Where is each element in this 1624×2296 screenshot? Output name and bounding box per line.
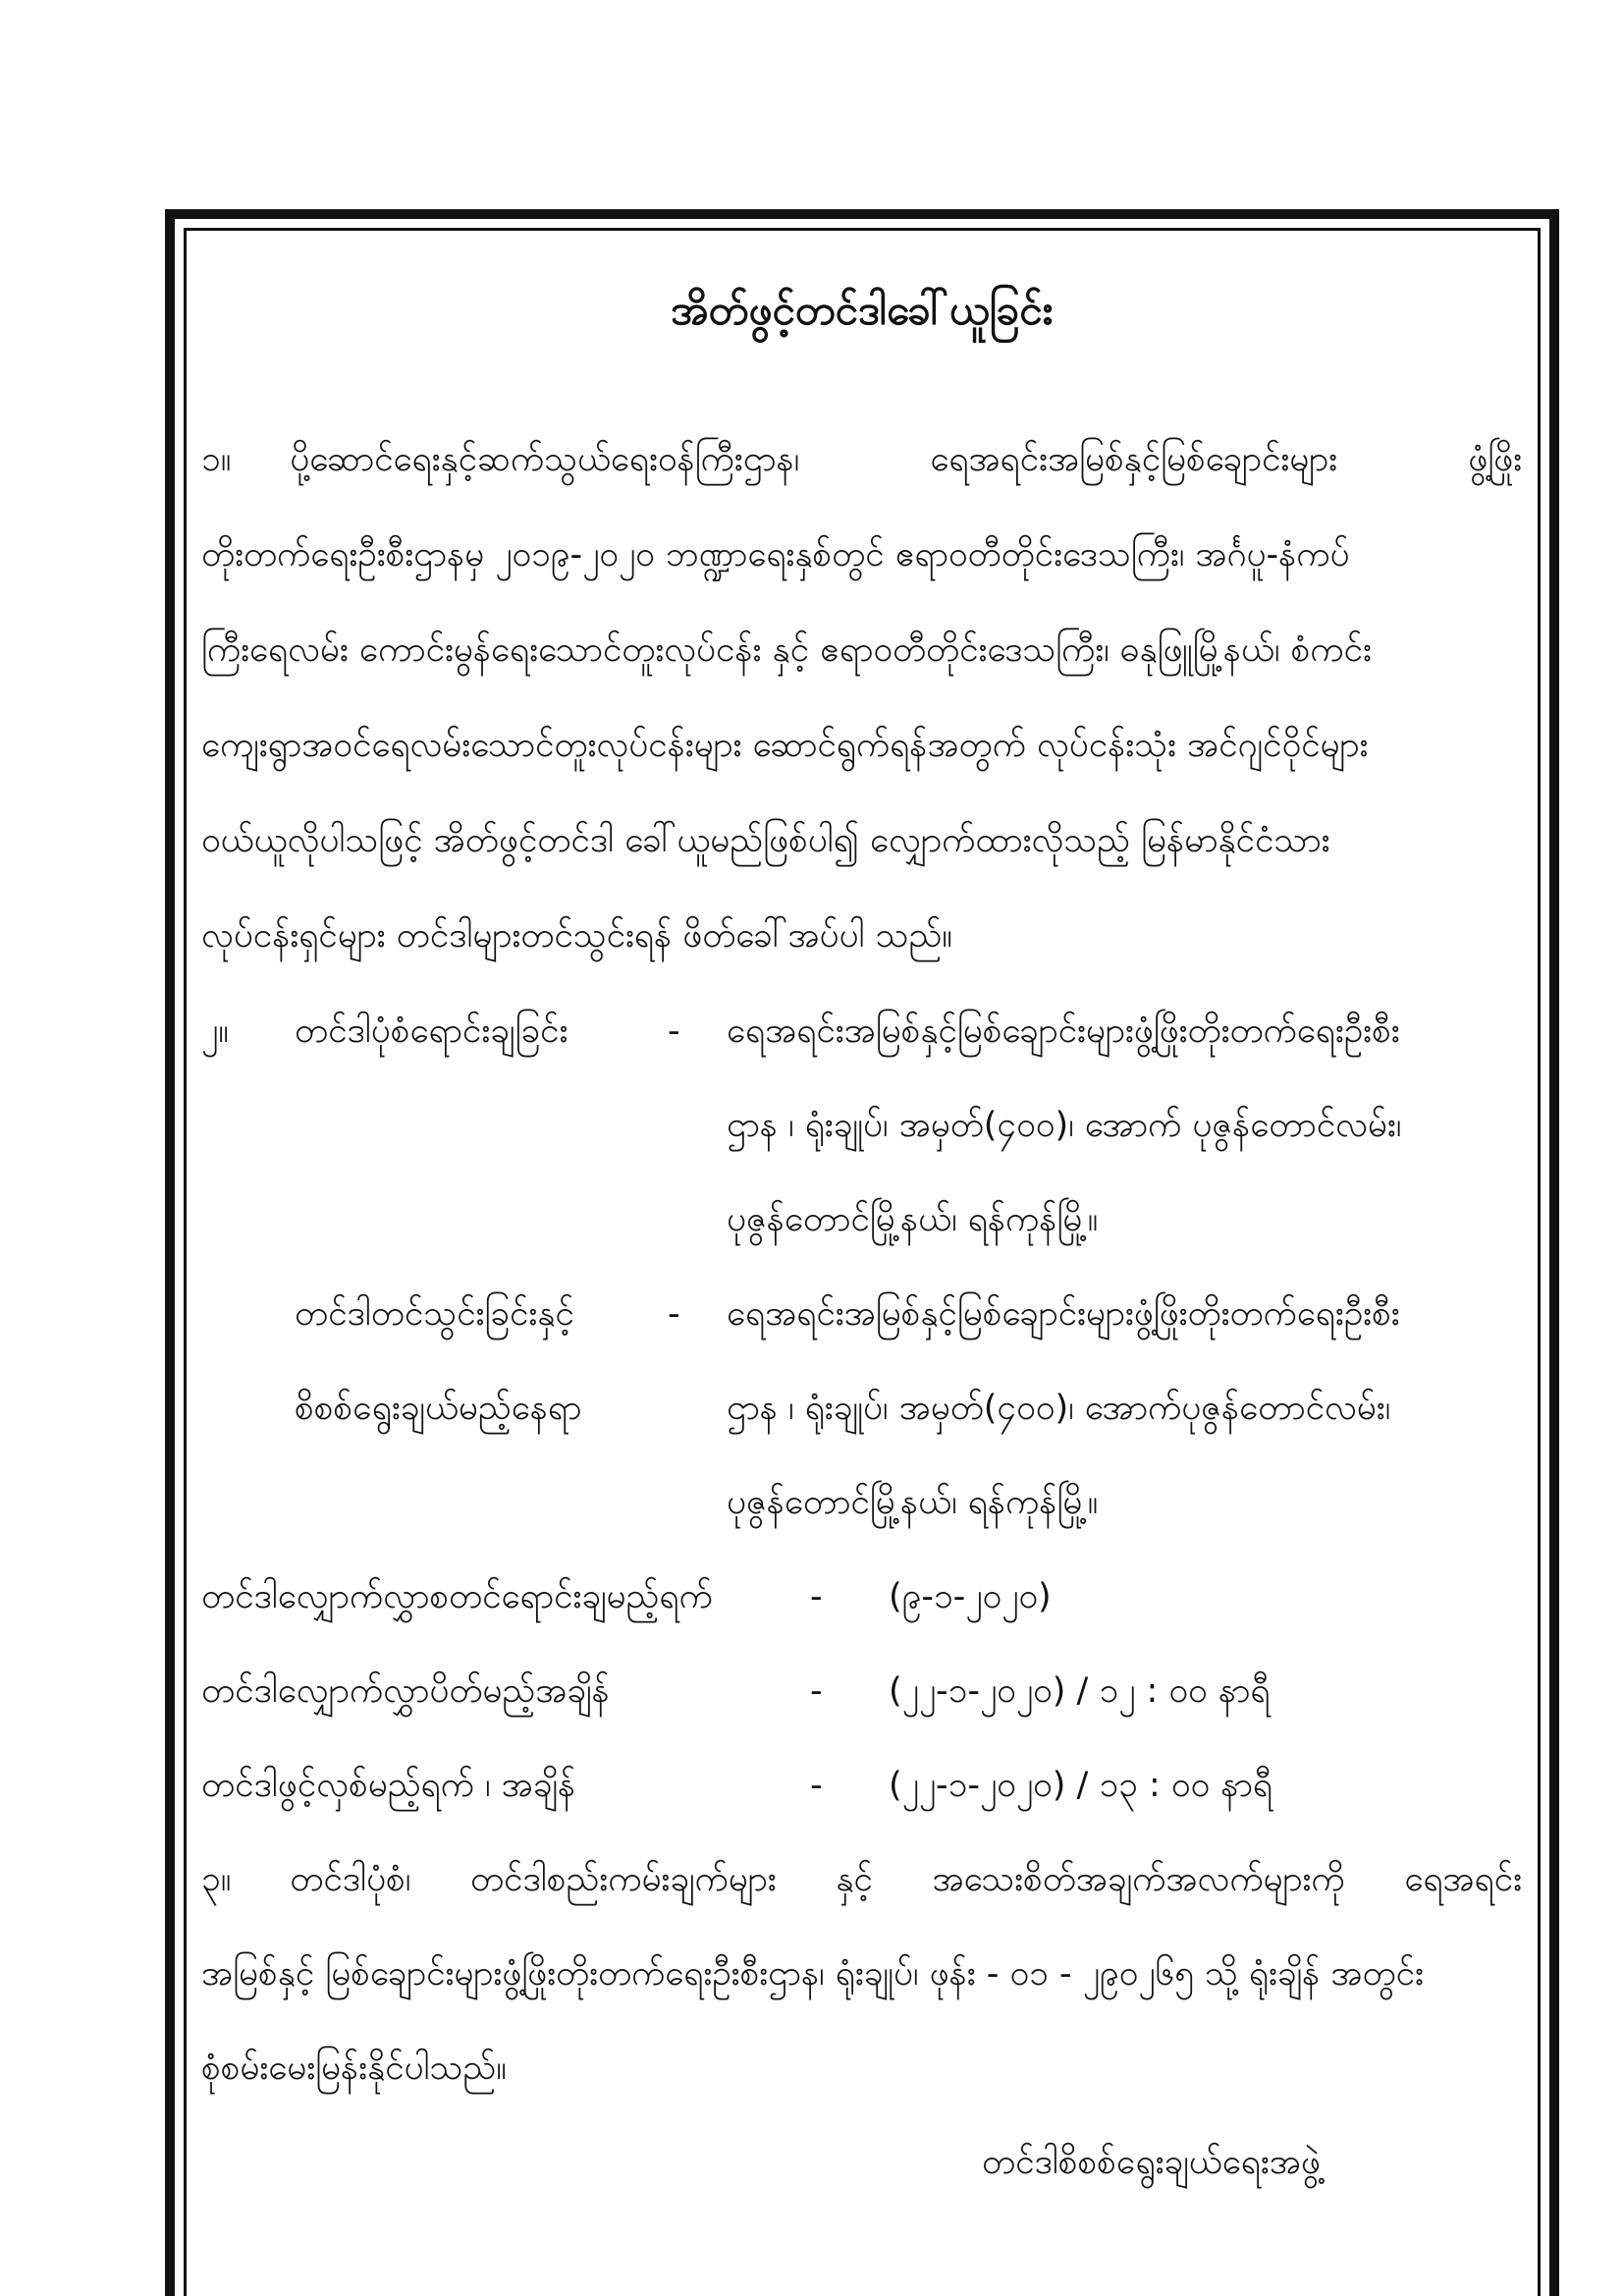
para3-line1: ၃။ တင်ဒါပုံစံ၊ တင်ဒါစည်းကမ်းချက်များ နှင့် အသေးစိတ်အချက်အလက်များကို ရေအရင်း xyxy=(201,1859,1522,1902)
item1-line1: ရေအရင်းအမြစ်နှင့်မြစ်ချောင်းများဖွံ့ဖြိုးတိုးတက်ရေးဦးစီး xyxy=(727,1011,1400,1051)
date1-dash: - xyxy=(810,1577,823,1616)
date1-label: တင်ဒါလျှောက်လွှာစတင်ရောင်းချမည့်ရက် xyxy=(201,1577,713,1616)
item2-line2: ဌာန ၊ ရုံးချုပ်၊ အမှတ်(၄၀၀)၊ အောက်ပုဇွန်တောင်လမ်း၊ xyxy=(727,1389,1391,1428)
para1-line6: လုပ်ငန်းရှင်များ တင်ဒါများတင်သွင်းရန် ဖိတ်ခေါ်အပ်ပါ သည်။ xyxy=(201,916,952,956)
signature: တင်ဒါစိစစ်ရွေးချယ်ရေးအဖွဲ့ xyxy=(982,2143,1321,2182)
para1-line5: ဝယ်ယူလိုပါသဖြင့် အိတ်ဖွင့်တင်ဒါ ခေါ်ယူမည်ဖြစ်ပါ၍ လျှောက်ထားလိုသည့် မြန်မာနိုင်ငံသား xyxy=(201,821,1330,860)
item2-label1: တင်ဒါတင်သွင်းခြင်းနှင့် xyxy=(295,1294,574,1334)
para1-line4: ကျေးရွာအဝင်ရေလမ်းသောင်တူးလုပ်ငန်းများ ဆောင်ရွက်ရန်အတွက် လုပ်ငန်းသုံး အင်ဂျင်ဝိုင်များ xyxy=(201,726,1369,765)
para1-number: ၁။ xyxy=(201,440,232,479)
date3-dash: - xyxy=(810,1766,823,1805)
date2-value: (၂၂-၁-၂၀၂၀) / ၁၂ : ၀၀ နာရီ xyxy=(889,1671,1271,1711)
item1-line3: ပုဇွန်တောင်မြို့နယ်၊ ရန်ကုန်မြို့။ xyxy=(727,1200,1099,1239)
para1-line3: ကြီးရေလမ်း ကောင်းမွန်ရေးသောင်တူးလုပ်ငန်း နှင့် ဧရာဝတီတိုင်းဒေသကြီး၊ ဓနုဖြူမြို့နယ်၊ စံကင်း xyxy=(201,630,1372,670)
para1-line2: တိုးတက်ရေးဦးစီးဌာနမှ ၂၀၁၉-၂၀၂၀ ဘဏ္ဍာရေးနှစ်တွင် ဧရာဝတီတိုင်းဒေသကြီး၊ အင်္ဂပူ-နံကပ် xyxy=(201,535,1350,574)
para3-line2: အမြစ်နှင့် မြစ်ချောင်းများဖွံ့ဖြိုးတိုးတက်ရေးဦးစီးဌာန၊ ရုံးချုပ်၊ ဖုန်း - ၀၁ - ၂၉၀၂၆၅ သို့ ရုံးချိန် အတွင်း xyxy=(201,1954,1424,1994)
item1-dash: - xyxy=(668,1011,680,1051)
item2-line3: ပုဇွန်တောင်မြို့နယ်၊ ရန်ကုန်မြို့။ xyxy=(727,1483,1099,1522)
item1-label: တင်ဒါပုံစံရောင်းချခြင်း xyxy=(295,1011,568,1051)
item1-line2: ဌာန ၊ ရုံးချုပ်၊ အမှတ်(၄၀၀)၊ အောက် ပုဇွန်တောင်လမ်း၊ xyxy=(727,1106,1402,1145)
notice-title: အိတ်ဖွင့်တင်ဒါခေါ်ယူခြင်း xyxy=(670,286,1054,334)
date2-dash: - xyxy=(810,1671,823,1711)
para3-number: ၃။ xyxy=(201,1860,232,1899)
date3-value: (၂၂-၁-၂၀၂၀) / ၁၃ : ၀၀ နာရီ xyxy=(889,1766,1272,1805)
item2-label2: စိစစ်ရွေးချယ်မည့်နေရာ xyxy=(295,1389,582,1428)
item2-dash: - xyxy=(668,1294,680,1334)
date3-label: တင်ဒါဖွင့်လှစ်မည့်ရက် ၊ အချိန် xyxy=(201,1766,576,1805)
para1-line1: ၁။ ပို့ဆောင်ရေးနှင့်ဆက်သွယ်ရေးဝန်ကြီးဌာန၊ ရေအရင်းအမြစ်နှင့်မြစ်ချောင်းများ ဖွံ့ဖြိုး xyxy=(201,439,1522,482)
date1-value: (၉-၁-၂၀၂၀) xyxy=(889,1577,1052,1616)
item2-line1: ရေအရင်းအမြစ်နှင့်မြစ်ချောင်းများဖွံ့ဖြိုးတိုးတက်ရေးဦးစီး xyxy=(727,1294,1400,1334)
para3-line3: စုံစမ်းမေးမြန်းနိုင်ပါသည်။ xyxy=(201,2049,507,2088)
date2-label: တင်ဒါလျှောက်လွှာပိတ်မည့်အချိန် xyxy=(201,1671,610,1711)
para2-number: ၂။ xyxy=(201,1011,229,1051)
